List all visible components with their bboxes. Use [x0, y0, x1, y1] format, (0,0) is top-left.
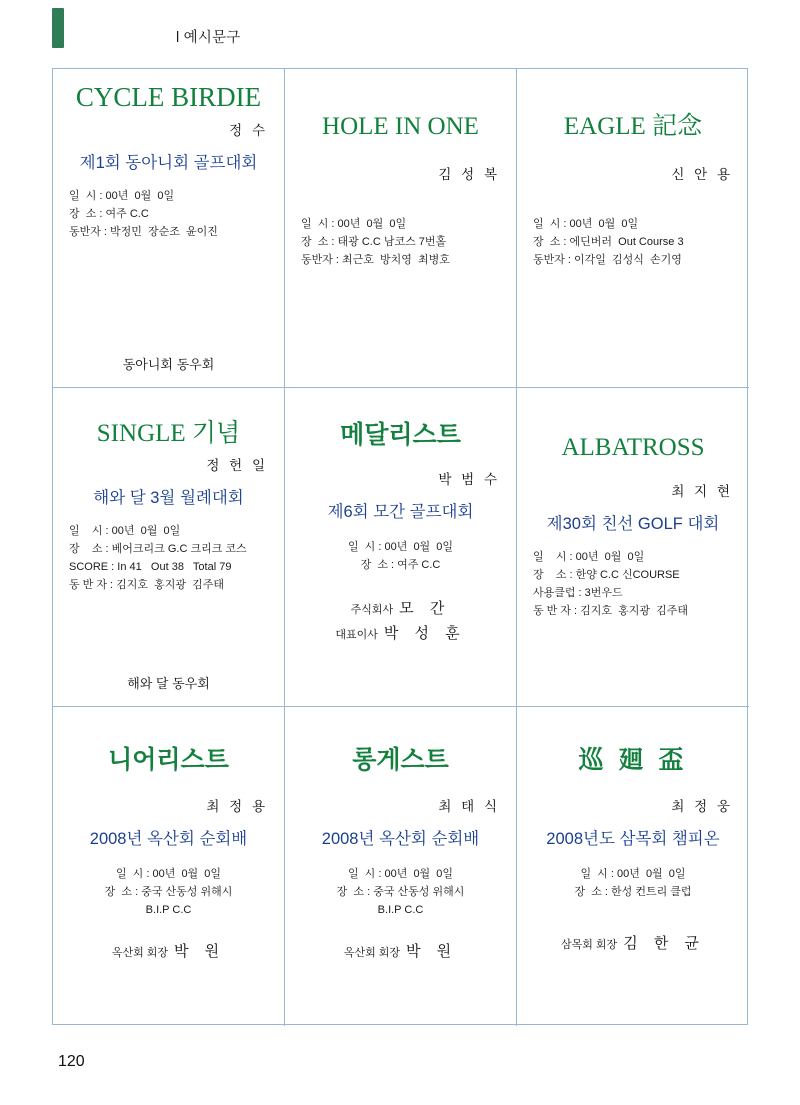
- certificate-card: [53, 69, 284, 387]
- card-detail-row: 장 소 : 여주 C.C: [69, 207, 149, 220]
- card-event-name: 2008년 옥산회 순회배: [321, 829, 480, 848]
- card-detail-row: 일 시 : 00년 0월 0일: [301, 217, 407, 230]
- certificate-card: [53, 707, 284, 1026]
- signature-value: 박 원: [174, 942, 226, 960]
- page-header: [0, 0, 800, 64]
- signature-value: 김 한 균: [623, 934, 705, 952]
- card-title: 니어리스트: [108, 746, 229, 774]
- card-recipient-name: 김 성 복: [438, 166, 500, 182]
- card-detail-row: 일 시 : 00년 0월 0일: [347, 540, 454, 553]
- certificate-cell: [517, 707, 749, 1026]
- card-detail-row: 동 반 자 : 김지호 홍지광 김주태: [533, 604, 689, 617]
- card-signatures: [533, 931, 733, 957]
- card-title: 롱게스트: [352, 746, 449, 774]
- card-event-name: 제30회 친선 GOLF 대회: [546, 514, 720, 533]
- signature-row: [301, 939, 500, 965]
- certificate-card: [517, 69, 749, 387]
- certificate-cell: [53, 707, 285, 1026]
- card-footer: [533, 373, 733, 377]
- certificate-cell: [285, 388, 517, 707]
- certificate-cell: [517, 69, 749, 388]
- card-detail-row: 장 소 : 한성 컨트리 클럽: [574, 885, 692, 898]
- card-footer: 동아니회 동우회: [122, 357, 215, 372]
- card-detail-row: 일 시 : 00년 0월 0일: [533, 550, 645, 563]
- card-title: 메달리스트: [340, 421, 461, 449]
- card-detail-row: B.I.P C.C: [145, 903, 192, 916]
- card-footer: [301, 1012, 500, 1016]
- card-recipient-name: 최 태 식: [438, 798, 500, 814]
- card-footer: [533, 692, 733, 696]
- signature-row: [533, 931, 733, 957]
- card-event-name: 2008년도 삼목회 챔피온: [546, 829, 720, 848]
- signature-label: 옥산회 회장: [343, 946, 401, 959]
- certificate-card: [285, 388, 516, 706]
- card-footer: [301, 692, 500, 696]
- card-details: [533, 865, 733, 901]
- card-details: [533, 548, 733, 621]
- signature-label: 옥산회 회장: [111, 946, 169, 959]
- signature-label: 대표이사: [335, 629, 378, 642]
- signature-label: 주식회사: [350, 603, 394, 616]
- card-detail-row: 장 소 : 중국 산동성 위해시: [336, 885, 465, 898]
- signature-row: [301, 621, 500, 647]
- card-details: [301, 865, 500, 919]
- certificate-cell: [285, 707, 517, 1026]
- card-detail-row: B.I.P C.C: [377, 903, 424, 916]
- card-recipient-name: 최 지 현: [671, 483, 733, 499]
- card-details: [301, 215, 500, 269]
- card-signatures: [69, 939, 268, 965]
- certificate-cell: [285, 69, 517, 388]
- card-detail-row: 일 시 : 00년 0월 0일: [69, 189, 175, 202]
- card-details: [69, 865, 268, 919]
- signature-value: 박 성 훈: [383, 625, 466, 643]
- signature-row: [69, 939, 268, 965]
- page-title: l 예시문구: [176, 30, 241, 46]
- card-detail-row: 장 소 : 한양 C.C 신COURSE: [533, 568, 680, 581]
- card-footer: [301, 373, 500, 377]
- card-recipient-name: 정 헌 일: [206, 457, 268, 473]
- card-event-name: 해와 달 3월 월례대회: [93, 488, 244, 507]
- card-footer: [533, 1012, 733, 1016]
- certificate-card: [517, 388, 749, 706]
- card-detail-row: 동 반 자 : 김지호 홍지광 김주태: [69, 578, 225, 591]
- card-detail-row: 장 소 : 태광 C.C 남코스 7번홀: [301, 235, 447, 248]
- signature-label: 삼목회 회장: [561, 938, 618, 951]
- accent-bar: [52, 8, 64, 48]
- card-detail-row: 일 시 : 00년 0월 0일: [580, 867, 686, 880]
- certificate-cell: [53, 388, 285, 707]
- signature-value: 모 간: [399, 599, 451, 617]
- card-details: [69, 522, 268, 595]
- signature-row: [301, 596, 500, 622]
- card-recipient-name: 최 정 웅: [671, 798, 733, 814]
- card-detail-row: SCORE : In 41 Out 38 Total 79: [69, 560, 232, 573]
- card-recipient-name: 최 정 용: [206, 798, 268, 814]
- card-title: EAGLE 記念: [563, 113, 703, 140]
- card-footer: [69, 1012, 268, 1016]
- card-event-name: 제6회 모간 골프대회: [327, 502, 474, 521]
- certificate-card: [285, 707, 516, 1026]
- page-number: 120: [58, 1053, 85, 1070]
- card-recipient-name: 신 안 용: [671, 166, 733, 182]
- certificate-cell: [517, 388, 749, 707]
- card-title: CYCLE BIRDIE: [75, 82, 262, 112]
- card-detail-row: 장 소 : 베어크리크 G.C 크리크 코스: [69, 542, 247, 555]
- card-event-name: 제1회 동아니회 골프대회: [79, 153, 258, 172]
- card-detail-row: 동반자 : 이각일 김성식 손기영: [533, 253, 682, 266]
- card-detail-row: 동반자 : 최근호 방치영 최병호: [301, 253, 450, 266]
- card-signatures: [301, 939, 500, 965]
- certificate-card: [517, 707, 749, 1026]
- card-event-name: 2008년 옥산회 순회배: [89, 829, 248, 848]
- card-detail-row: 장 소 : 중국 산동성 위해시: [104, 885, 233, 898]
- card-details: [69, 187, 268, 241]
- card-detail-row: 일 시 : 00년 0월 0일: [533, 217, 639, 230]
- card-detail-row: 일 시 : 00년 0월 0일: [69, 524, 181, 537]
- card-title: ALBATROSS: [561, 434, 705, 461]
- card-details: [533, 215, 733, 269]
- certificate-card: [53, 388, 284, 706]
- signature-value: 박 원: [406, 942, 458, 960]
- card-title: 巡 廻 盃: [578, 746, 688, 774]
- card-details: [301, 538, 500, 574]
- card-detail-row: 장 소 : 에딘버러 Out Course 3: [533, 235, 684, 248]
- card-detail-row: 동반자 : 박정민 장순조 윤이진: [69, 225, 218, 238]
- card-detail-row: 일 시 : 00년 0월 0일: [115, 867, 222, 880]
- certificate-cell: [53, 69, 285, 388]
- card-title: HOLE IN ONE: [322, 113, 479, 140]
- card-detail-row: 일 시 : 00년 0월 0일: [347, 867, 454, 880]
- certificate-card: [285, 69, 516, 387]
- card-signatures: [301, 596, 500, 647]
- card-recipient-name: 정 수: [229, 122, 268, 138]
- card-recipient-name: 박 범 수: [438, 471, 500, 487]
- certificate-grid: [52, 68, 748, 1025]
- card-footer: 해와 달 동우회: [127, 676, 210, 691]
- card-detail-row: 사용클럽 : 3번우드: [533, 586, 623, 599]
- card-title: SINGLE 기념: [96, 420, 241, 447]
- card-detail-row: 장 소 : 여주 C.C: [360, 558, 441, 571]
